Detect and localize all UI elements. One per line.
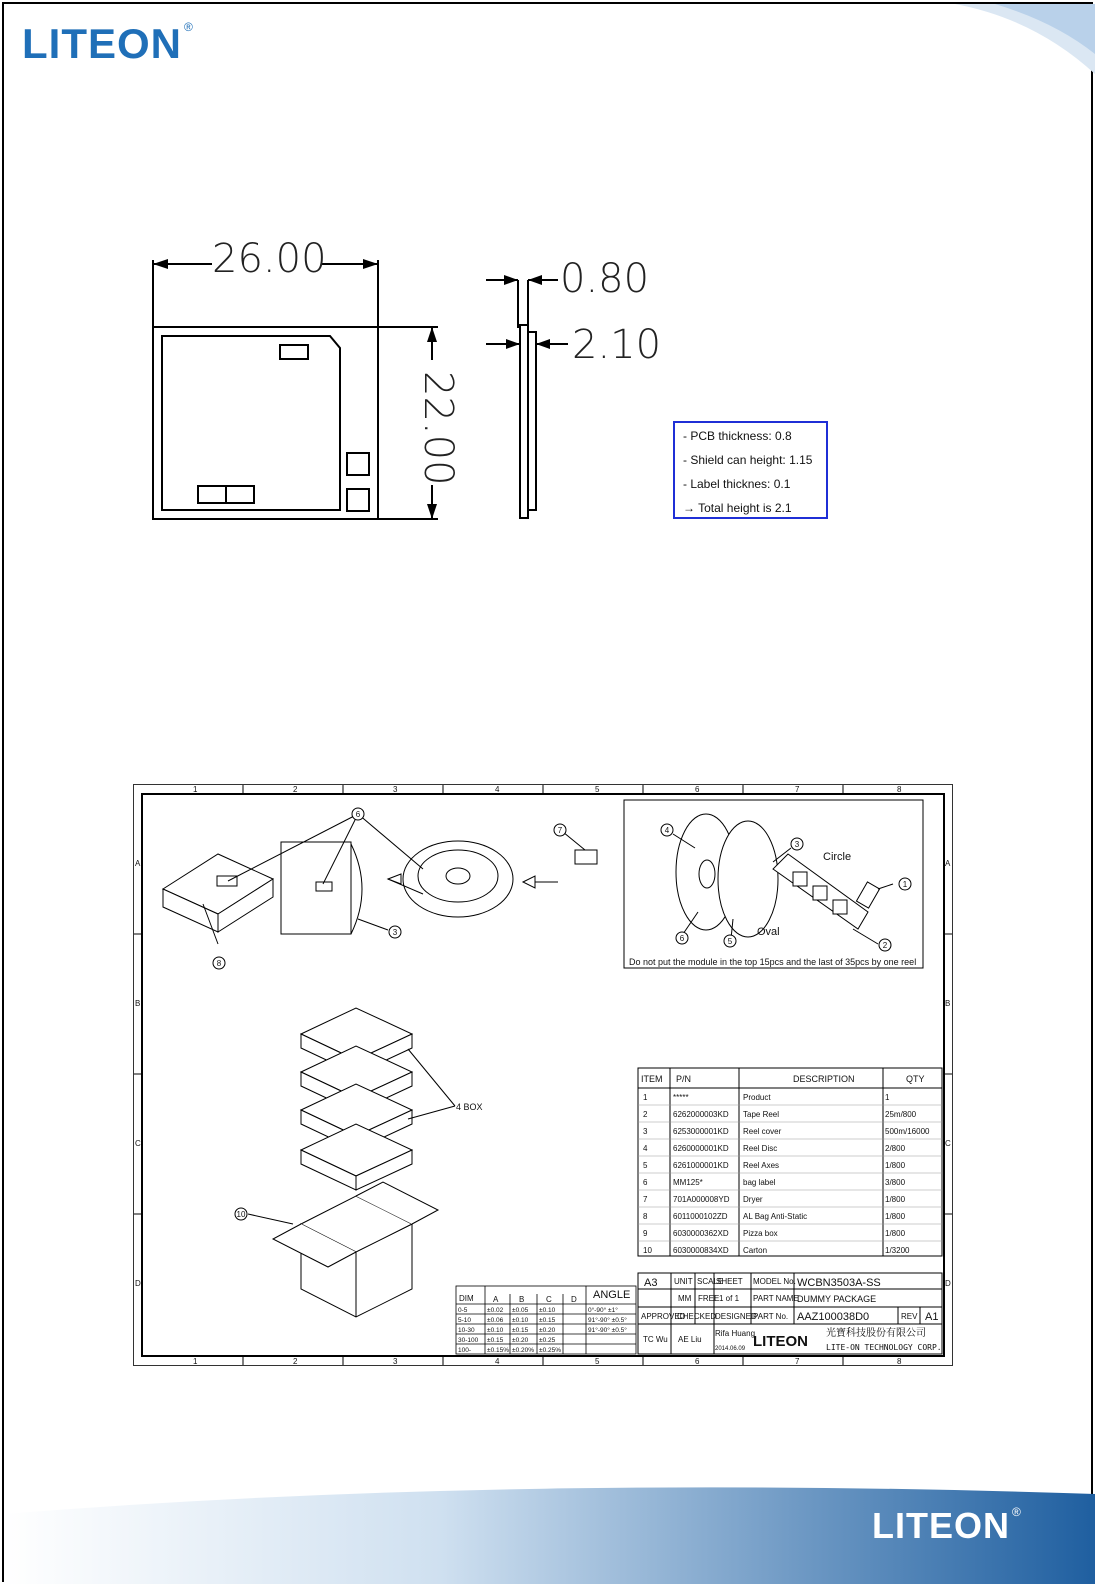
bom-cell: 1/800 <box>885 1212 906 1221</box>
tol-header: A <box>493 1295 499 1304</box>
scale-label: SCALE <box>697 1277 724 1286</box>
grid-col-label: 7 <box>795 1357 800 1366</box>
pcb-thickness-dimension: 0.80 <box>560 256 650 302</box>
callout: 6 <box>355 810 361 819</box>
bom-cell: 9 <box>643 1229 648 1238</box>
unit-label: UNIT <box>674 1277 693 1286</box>
bom-cell: 10 <box>643 1246 652 1255</box>
bom-cell: Product <box>743 1093 771 1102</box>
bom-header: ITEM <box>641 1074 663 1084</box>
tol-cell: ±0.25% <box>539 1347 561 1354</box>
sheet-value: 1 of 1 <box>719 1294 740 1303</box>
design-date: 2014.06.09 <box>715 1346 746 1352</box>
tol-cell: ±0.10 <box>512 1317 529 1324</box>
bom-header: DESCRIPTION <box>793 1074 855 1084</box>
height-dimension: 22.00 <box>415 371 461 486</box>
grid-col-label: 8 <box>897 1357 902 1366</box>
grid-row-label: C <box>945 1139 951 1148</box>
bom-cell: Reel cover <box>743 1127 782 1136</box>
bom-cell: AL Bag Anti-Static <box>743 1212 808 1221</box>
tol-cell: ±0.25 <box>539 1337 556 1344</box>
bom-cell: 25m/800 <box>885 1110 917 1119</box>
part-name: DUMMY PACKAGE <box>797 1294 877 1304</box>
bom-cell: 6260000001KD <box>673 1144 729 1153</box>
tol-header: DIM <box>459 1294 474 1303</box>
box-label: 4 BOX <box>456 1102 483 1112</box>
rev-label: REV <box>901 1312 918 1321</box>
grid-col-label: 3 <box>393 1357 398 1366</box>
grid-col-label: 2 <box>293 1357 298 1366</box>
bom-cell: Carton <box>743 1246 768 1255</box>
sheet-label: SHEET <box>716 1277 743 1286</box>
bom-cell: 500m/16000 <box>885 1127 930 1136</box>
tol-cell: ±0.20 <box>512 1337 529 1344</box>
tol-cell: 30-100 <box>458 1337 479 1344</box>
callout: 1 <box>902 880 908 889</box>
bom-cell: Reel Axes <box>743 1161 780 1170</box>
bom-cell: 1/800 <box>885 1195 906 1204</box>
tol-cell: ±0.15% <box>487 1347 509 1354</box>
liteon-logo-bottom: LITEON ® <box>872 1505 1022 1546</box>
model-label: MODEL No. <box>753 1277 796 1286</box>
note-line: → Total height is 2.1 <box>683 501 792 515</box>
note-line: - Shield can height: 1.15 <box>683 453 813 467</box>
header-swoosh <box>895 4 1095 74</box>
bom-cell: 6262000003KD <box>673 1110 729 1119</box>
grid-col-label: 4 <box>495 1357 500 1366</box>
part-number: AAZ100038D0 <box>797 1311 870 1323</box>
tol-cell: ±0.10 <box>539 1307 556 1314</box>
tol-header: C <box>546 1295 552 1304</box>
bom-cell: 5 <box>643 1161 648 1170</box>
bom-cell: 6011000102ZD <box>673 1212 728 1221</box>
checked-by: AE Liu <box>678 1335 702 1344</box>
grid-col-label: 5 <box>595 1357 600 1366</box>
bom-cell: Pizza box <box>743 1229 778 1238</box>
part-name-label: PART NAME <box>753 1294 799 1303</box>
callout: 8 <box>216 959 222 968</box>
bom-cell: 1/800 <box>885 1161 906 1170</box>
callout: 10 <box>236 1210 246 1219</box>
tol-cell: 100- <box>458 1347 472 1354</box>
angle-cell: 91°-90° ±0.5° <box>588 1317 627 1324</box>
grid-col-label: 5 <box>595 785 600 794</box>
callout: 5 <box>727 937 733 946</box>
bom-header: QTY <box>906 1074 925 1084</box>
bom-header: P/N <box>676 1074 692 1084</box>
callout: 7 <box>557 826 563 835</box>
bom-cell: 6253000001KD <box>673 1127 729 1136</box>
bom-cell: 7 <box>643 1195 648 1204</box>
note-line: - Label thicknes: 0.1 <box>683 477 791 491</box>
callout: 6 <box>679 934 685 943</box>
tol-cell: ±0.15 <box>539 1317 556 1324</box>
tol-cell: ±0.15 <box>487 1337 504 1344</box>
angle-header: ANGLE <box>593 1289 631 1301</box>
sheet-size: A3 <box>644 1277 658 1289</box>
checked-label: CHECKED <box>677 1312 717 1321</box>
company-logo: LITEON <box>753 1333 808 1350</box>
company-name-cn: 光寶科技股份有限公司 <box>826 1328 926 1339</box>
angle-cell: 91°-90° ±0.5° <box>588 1327 627 1334</box>
approved-by: TC Wu <box>643 1335 668 1344</box>
callout: 3 <box>392 928 398 937</box>
bom-cell: 1/3200 <box>885 1246 910 1255</box>
grid-row-label: A <box>135 859 141 868</box>
grid-col-label: 6 <box>695 785 700 794</box>
model-number: WCBN3503A-SS <box>797 1277 881 1289</box>
tol-cell: ±0.10 <box>487 1327 504 1334</box>
tol-cell: 5-10 <box>458 1317 472 1324</box>
oval-label: Oval <box>757 926 780 938</box>
tol-cell: 0-5 <box>458 1307 468 1314</box>
grid-col-label: 2 <box>293 785 298 794</box>
bom-cell: Tape Reel <box>743 1110 780 1119</box>
bom-cell: 1 <box>885 1093 890 1102</box>
total-height-dimension: 2.10 <box>572 322 662 368</box>
bom-cell: 3/800 <box>885 1178 906 1187</box>
circle-label: Circle <box>823 851 852 863</box>
bom-cell: MM125* <box>673 1178 703 1187</box>
approved-label: APPROVED <box>641 1312 686 1321</box>
bom-cell: 6030000834XD <box>673 1246 729 1255</box>
bom-cell: 6261000001KD <box>673 1161 729 1170</box>
bom-cell: 2/800 <box>885 1144 906 1153</box>
bom-cell: 8 <box>643 1212 648 1221</box>
grid-col-label: 3 <box>393 785 398 794</box>
grid-row-label: B <box>945 999 951 1008</box>
bom-cell: 6030000362XD <box>673 1229 729 1238</box>
thickness-notes-box <box>673 421 828 519</box>
grid-col-label: 1 <box>193 1357 198 1366</box>
grid-row-label: C <box>135 1139 141 1148</box>
tol-cell: ±0.06 <box>487 1317 504 1324</box>
bom-cell: 3 <box>643 1127 648 1136</box>
part-no-label: PART No. <box>753 1312 789 1321</box>
grid-row-label: A <box>945 859 951 868</box>
unit-value: MM <box>678 1294 692 1303</box>
grid-col-label: 8 <box>897 785 902 794</box>
bom-cell: 2 <box>643 1110 648 1119</box>
bom-cell: Dryer <box>743 1195 763 1204</box>
tol-cell: ±0.15 <box>512 1327 529 1334</box>
bom-cell: bag label <box>743 1178 776 1187</box>
bom-cell: Reel Disc <box>743 1144 778 1153</box>
grid-col-label: 4 <box>495 785 500 794</box>
tol-header: D <box>571 1295 577 1304</box>
tol-header: B <box>519 1295 525 1304</box>
bom-cell: ***** <box>673 1093 689 1102</box>
bom-cell: 701A000008YD <box>673 1195 730 1204</box>
grid-col-label: 7 <box>795 785 800 794</box>
liteon-logo-top: LITEON ® <box>22 20 194 67</box>
tol-cell: ±0.02 <box>487 1307 504 1314</box>
grid-col-label: 6 <box>695 1357 700 1366</box>
rev-value: A1 <box>925 1311 939 1323</box>
bom-cell: 1 <box>643 1093 648 1102</box>
scale-value: FREE <box>698 1294 720 1303</box>
company-name-en: LITE-ON TECHNOLOGY CORP. <box>826 1343 942 1352</box>
tol-cell: 10-30 <box>458 1327 475 1334</box>
designed-by: Rifa Huang <box>715 1329 756 1338</box>
width-dimension: 26.00 <box>212 236 327 282</box>
note-line: - PCB thickness: 0.8 <box>683 429 792 443</box>
reel-note: Do not put the module in the top 15pcs and the last of 35pcs by one reel <box>629 957 917 967</box>
grid-row-label: B <box>135 999 141 1008</box>
bom-cell: 4 <box>643 1144 648 1153</box>
bom-cell: 6 <box>643 1178 648 1187</box>
angle-cell: 0°-90° ±1° <box>588 1307 618 1314</box>
grid-col-label: 1 <box>193 785 198 794</box>
grid-row-label: D <box>945 1279 951 1288</box>
bom-cell: 1/800 <box>885 1229 906 1238</box>
tol-cell: ±0.20% <box>512 1347 534 1354</box>
tol-cell: ±0.20 <box>539 1327 556 1334</box>
callout: 3 <box>794 840 800 849</box>
packaging-drawing <box>133 784 953 1366</box>
callout: 4 <box>664 826 670 835</box>
grid-row-label: D <box>135 1279 141 1288</box>
callout: 2 <box>882 941 888 950</box>
tol-cell: ±0.05 <box>512 1307 529 1314</box>
designed-label: DESIGNED <box>715 1312 757 1321</box>
